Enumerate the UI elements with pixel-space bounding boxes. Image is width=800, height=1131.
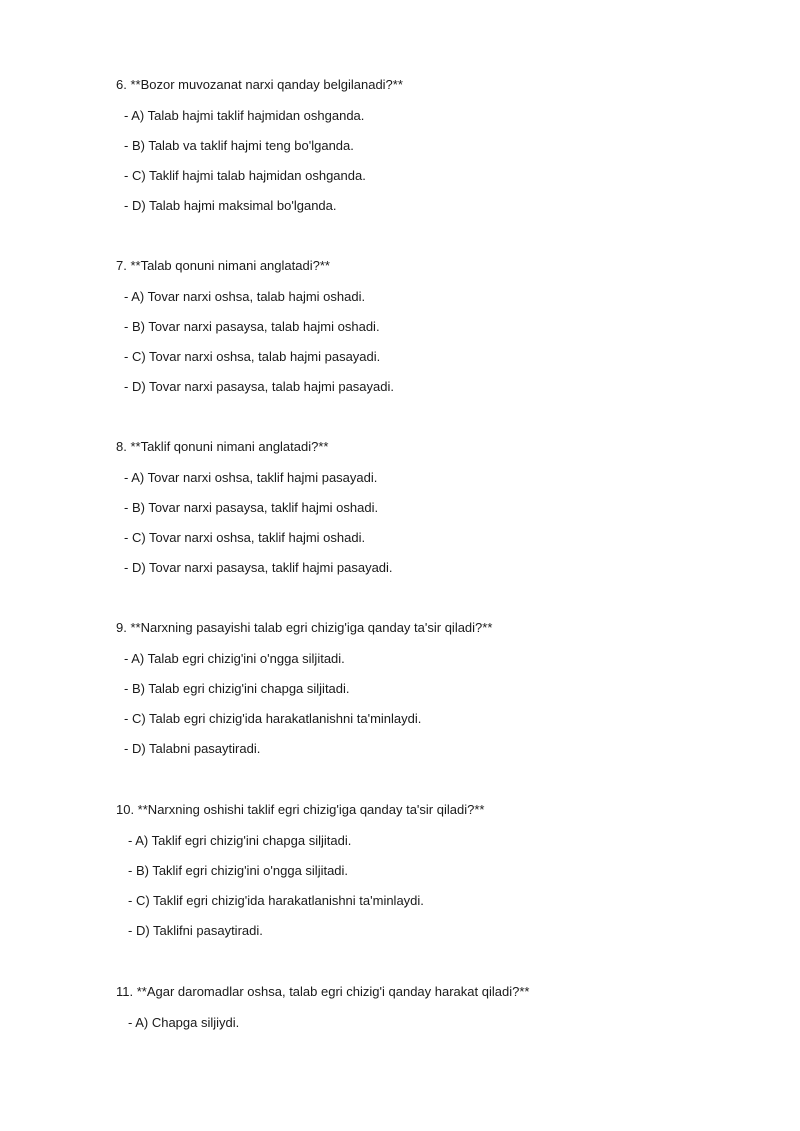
option-c: - C) Taklif egri chizig'ida harakatlanishni ta'minlaydi. (128, 893, 424, 908)
option-d: - D) Talabni pasaytiradi. (124, 741, 261, 756)
option-b: - B) Talab egri chizig'ini chapga siljitadi. (124, 681, 350, 696)
option-a: - A) Talab hajmi taklif hajmidan oshganda. (124, 108, 365, 123)
option-c: - C) Tovar narxi oshsa, talab hajmi pasayadi. (124, 349, 381, 364)
option-a: - A) Talab egri chizig'ini o'ngga siljitadi. (124, 651, 345, 666)
option-d: - D) Tovar narxi pasaysa, talab hajmi pasayadi. (124, 379, 394, 394)
question-title: 9. **Narxning pasayishi talab egri chizig'iga qanday ta'sir qiladi?** (116, 620, 493, 635)
question-title: 7. **Talab qonuni nimani anglatadi?** (116, 258, 330, 273)
option-b: - B) Talab va taklif hajmi teng bo'lganda. (124, 138, 354, 153)
option-b: - B) Taklif egri chizig'ini o'ngga siljitadi. (128, 863, 349, 878)
option-a: - A) Tovar narxi oshsa, taklif hajmi pasayadi. (124, 470, 378, 485)
question-title: 10. **Narxning oshishi taklif egri chizig'iga qanday ta'sir qiladi?** (116, 802, 485, 817)
option-a: - A) Tovar narxi oshsa, talab hajmi oshadi. (124, 289, 366, 304)
option-c: - C) Taklif hajmi talab hajmidan oshganda. (124, 168, 366, 183)
question-title: 11. **Agar daromadlar oshsa, talab egri chizig'i qanday harakat qiladi?** (116, 984, 530, 999)
option-d: - D) Tovar narxi pasaysa, taklif hajmi pasayadi. (124, 560, 393, 575)
option-a: - A) Taklif egri chizig'ini chapga siljitadi. (128, 833, 352, 848)
option-d: - D) Taklifni pasaytiradi. (128, 923, 263, 938)
option-b: - B) Tovar narxi pasaysa, talab hajmi oshadi. (124, 319, 380, 334)
question-title: 8. **Taklif qonuni nimani anglatadi?** (116, 439, 329, 454)
option-a: - A) Chapga siljiydi. (128, 1015, 240, 1030)
question-title: 6. **Bozor muvozanat narxi qanday belgilanadi?** (116, 77, 403, 92)
option-d: - D) Talab hajmi maksimal bo'lganda. (124, 198, 337, 213)
option-b: - B) Tovar narxi pasaysa, taklif hajmi oshadi. (124, 500, 379, 515)
option-c: - C) Talab egri chizig'ida harakatlanishni ta'minlaydi. (124, 711, 422, 726)
option-c: - C) Tovar narxi oshsa, taklif hajmi oshadi. (124, 530, 366, 545)
